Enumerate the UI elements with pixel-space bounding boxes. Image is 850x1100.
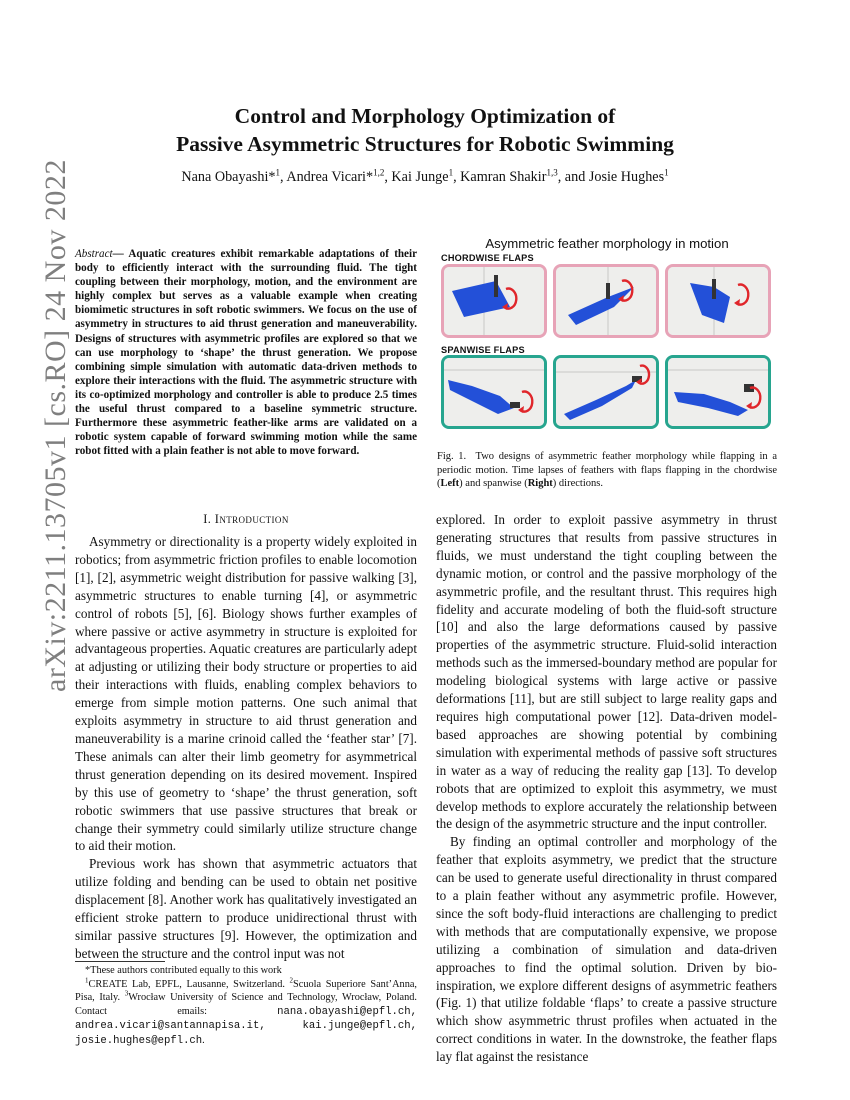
author-affiliation: 1 (448, 167, 454, 178)
author-name: Kai Junge (391, 169, 449, 185)
footnote-equal-contribution: *These authors contributed equally to this work (85, 965, 282, 976)
feather-photo (668, 358, 768, 426)
author-name: Andrea Vicari* (286, 169, 374, 185)
chordwise-frame-2 (553, 264, 659, 338)
caption-left: Left (440, 478, 460, 490)
abstract-label: Abstract (75, 248, 113, 260)
feather-photo (556, 267, 656, 335)
section-heading (75, 512, 417, 527)
author-separator: , (384, 169, 392, 185)
paper-title-line2: Passive Asymmetric Structures for Robotic Swimming (176, 132, 674, 156)
right-column-text (436, 511, 777, 1066)
author-name: Nana Obayashi* (181, 169, 276, 185)
paragraph: explored. In order to exploit passive asymmetry in thrust generating structures that results from passive structures in fluids, we must understand the tight coupling between the dynamic motion, or control and the passive morphology of the asymmetric profile, and the resultant thrust. This requires high fidelity and accurate modeling of both the fluid-soft structure [10] and also the large deformations caused by passive properties of the asymmetric structure. Fluid-solid interaction methods such as the immersed-boundary method are popular for modeling biological systems with large active or passive deformations [11], but are still subject to large reality gaps and requires high computational power [12]. Data-driven model-based approaches are showing potential by combining simulation with experimental methods of passive soft structures in water as a way of reducing the reality gap [13]. To develop robots that are optimized to exploit this asymmetry, we must develop methods to explore accurately the relationship between the design of the asymmetric structure and the input controller. (436, 512, 777, 832)
affiliation-text: CREATE Lab, EPFL, Lausanne, Switzerland. (88, 978, 290, 990)
arxiv-stamp-text: arXiv:2211.13705v1 [cs.RO] 24 Nov 2022 (39, 159, 72, 692)
caption-right: Right (527, 478, 553, 490)
caption-label: Fig. 1. (437, 451, 467, 462)
footnote-rule (75, 961, 165, 962)
abstract (75, 247, 417, 458)
footnote-affiliations (75, 978, 417, 1049)
affiliation-text: Scuola Superiore Sant’Anna, Pisa, Italy. (75, 978, 417, 1004)
feather-photo (668, 267, 768, 335)
figure-1 (437, 236, 777, 454)
author-separator: , (280, 169, 287, 185)
abstract-dash: — (112, 248, 129, 260)
author-name: Josie Hughes (588, 169, 665, 185)
arxiv-stamp (12, 159, 72, 692)
caption-text: Two designs of asymmetric feather morphology while flapping in a periodic motion. Time lapses of feathers with flaps flapping in the chordwise ( (437, 451, 777, 490)
paragraph: Asymmetry or directionality is a property widely exploited in robotics; from asymmetric friction profiles to enable locomotion [1], [2], asymmetric weight distribution for passive walking [3], asymmetric structures to enable turning [4], or asymmetric control of robots [5], [6]. Biology shows further examples of where passive or active asymmetry in structure is exploited for advantageous properties. Aquatic creatures are particularly adept at adjusting or utilizing their body structure or properties to aid their interactions with fluids, enabling complex behaviors to emerge from simple motion patterns. One such animal that exploits asymmetry in structure to aid thrust generation and maneuverability is a marine crinoid called the ‘feather star’ [7]. These animals can alter their limb geometry for asymmetrical thrust generation depending on its desired movement. Inspired by this use of geometry to ‘shape’ the thrust generation, soft robotic swimmers that use passive structures that break or change their symmetry could similarly utilize structure change to aid their motion. (75, 534, 417, 854)
chordwise-frame-3 (665, 264, 771, 338)
feather-photo (444, 267, 544, 335)
affiliation-marker: 1 (85, 976, 89, 985)
author-list (0, 169, 850, 186)
author-affiliation: 1,2 (373, 167, 385, 178)
abstract-text: Aquatic creatures exhibit remarkable adaptations of their body to efficiently interact with the surrounding fluid. The tight coupling between their morphology, motion, and the environment are highly complex but serves as a valuable example when creating biomimetic structures in soft robotic swimmers. We focus on the use of asymmetry in structures to aid thrust generation and maneuverability. Designs of structures with asymmetric profiles are explored so that we can use morphology to ‘shape’ the thrust generation. We propose combining simple simulation with automatic data-driven methods to explore their interactions with the fluid. The asymmetric structure with its co-optimized morphology and controller is able to produce 2.5 times the useful thrust compared to a baseline symmetric structure. Furthermore these asymmetric feather-like arms are validated on a robotic system capable of forward swimming motion while the same robot fitted with a plain feather is not able to move forward. (75, 248, 417, 458)
spanwise-frame-1 (441, 355, 547, 429)
caption-text: ) directions. (552, 478, 603, 490)
spanwise-label: SPANWISE FLAPS (441, 345, 525, 355)
footnote-end: . (202, 1034, 205, 1046)
paragraph: Previous work has shown that asymmetric actuators that utilize folding and bending can be used to obtain net positive displacement [8]. Another work has qualitatively investigated an efficient stroke pattern to produce unidirectional thrust with similar passive structures [9]. However, the optimization and between the structure and the control input was not (75, 856, 417, 961)
author-separator: , (453, 169, 461, 185)
spanwise-frame-3 (665, 355, 771, 429)
paper-title-line1: Control and Morphology Optimization of (234, 104, 616, 128)
author-affiliation: 1 (275, 167, 281, 178)
figure-caption (437, 450, 777, 491)
feather-photo (556, 358, 656, 426)
author-separator: , and (557, 169, 589, 185)
contact-emails: nana.obayashi@epfl.ch, andrea.vicari@santannapisa.it, kai.junge@epfl.ch, josie.hughes@epfl.ch (75, 1005, 417, 1047)
author-affiliation: 1 (664, 167, 669, 178)
spanwise-frame-2 (553, 355, 659, 429)
paragraph: By finding an optimal controller and morphology of the feather that exploits asymmetry, we predict that the structure can be used to generate useful directionality in thrust compared to a plain feather without any asymmetric profile. However, since the soft body-fluid interactions are challenging to predict with methods that are computationally expensive, we propose utilizing a combination of simulation and data-driven approaches to find the optimal solution. Driven by bio-inspiration, we explore different designs of asymmetric feathers (Fig. 1) that utilize foldable ‘flaps’ to create a passive structure which show asymmetric thrust profiles when actuated in the correct conditions in water. In the downstroke, the feather flaps lay flat against the resistance (436, 834, 777, 1065)
feather-photo (444, 358, 544, 426)
affiliation-text: Wrocław University of Science and Technology, Wrocław, Poland. Contact emails: (75, 992, 417, 1017)
author-name: Kamran Shakir (460, 169, 547, 185)
section-title: Introduction (214, 512, 289, 526)
footnote (75, 964, 417, 1049)
affiliation-marker: 2 (289, 976, 294, 985)
left-column-text (75, 533, 417, 963)
chordwise-frame-1 (441, 264, 547, 338)
affiliation-marker: 3 (124, 989, 129, 998)
figure-title: Asymmetric feather morphology in motion (485, 236, 729, 251)
author-affiliation: 1,3 (546, 167, 558, 178)
caption-text: ) and spanwise ( (459, 478, 528, 490)
section-numeral: I. (203, 512, 215, 526)
chordwise-label: CHORDWISE FLAPS (441, 253, 534, 263)
